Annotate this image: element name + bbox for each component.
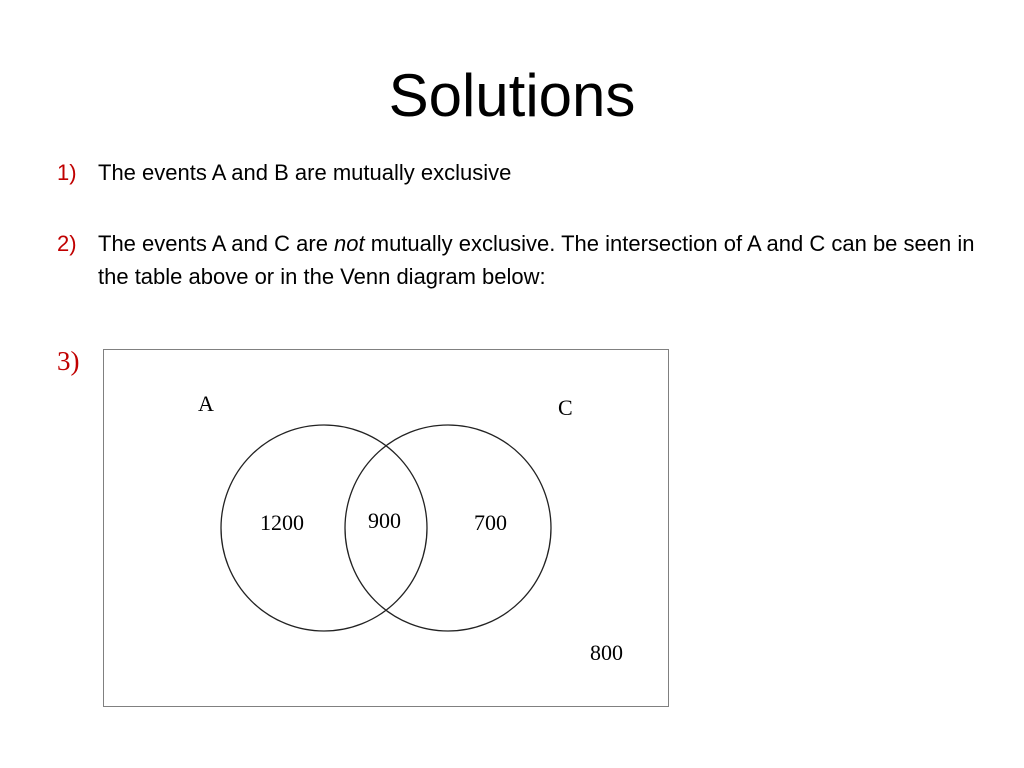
venn-diagram-svg: [104, 350, 668, 706]
list-item-2: [57, 227, 977, 295]
list-marker: 1): [57, 160, 77, 185]
list-item-1: [57, 156, 977, 190]
venn-value-a-and-c: 900: [368, 508, 401, 533]
list-item-text-start: The events A and C are: [98, 231, 335, 256]
list-item-text-end: mutually exclusive. The intersection of A and C can be seen in the table above or in the Venn diagram below:: [98, 231, 975, 289]
list-marker: 2): [57, 231, 77, 256]
venn-label-a: A: [198, 391, 214, 416]
venn-value-outside: 800: [590, 640, 623, 665]
venn-value-only-a: 1200: [260, 510, 304, 535]
venn-diagram: [103, 349, 669, 707]
venn-label-c: C: [558, 395, 573, 420]
slide-title: Solutions: [388, 62, 636, 129]
list-item-text: The events A and B are mutually exclusive: [98, 160, 512, 185]
list-marker: 3): [57, 346, 80, 376]
italic-emphasis: not: [334, 231, 365, 256]
venn-value-only-c: 700: [474, 510, 507, 535]
list-item-text: [98, 227, 978, 293]
